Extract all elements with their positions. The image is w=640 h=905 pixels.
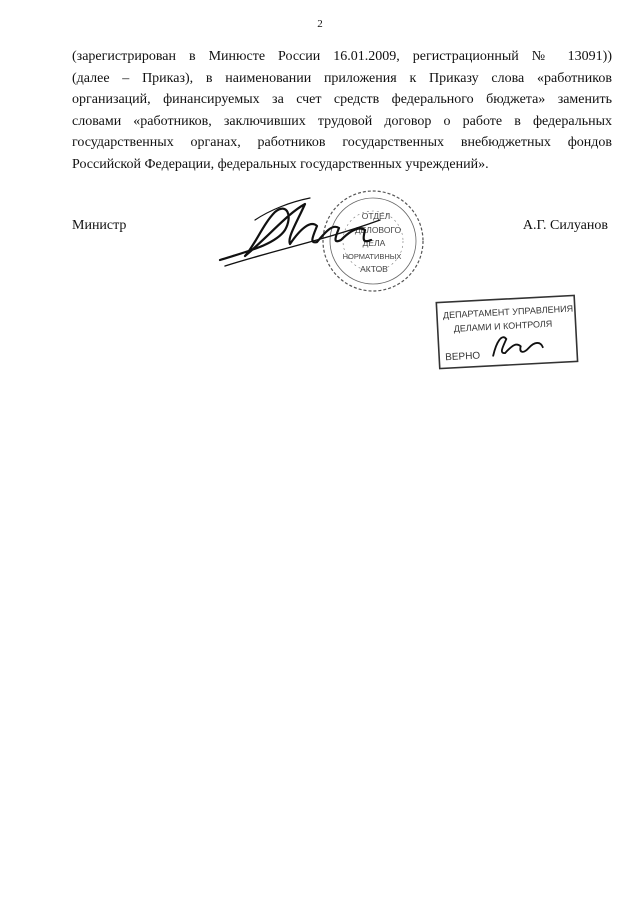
seal-line: НОРМАТИВНЫХ <box>342 252 402 261</box>
body-line: Российской Федерации, федеральных государственных учреждений». <box>72 156 489 172</box>
body-line: (зарегистрирован в Минюсте России 16.01.2009, регистрационный № 13091)) <box>72 49 612 64</box>
seal-line: ОТДЕЛ <box>361 211 391 221</box>
seal-line: АКТОВ <box>360 264 388 274</box>
signatory-name: А.Г. Силуанов <box>522 218 608 233</box>
body-line: организаций, финансируемых за счет средств федерального бюджета» заменить <box>72 92 612 107</box>
stamp-line: ДЕПАРТАМЕНТ УПРАВЛЕНИЯ <box>442 303 574 321</box>
verification-stamp-icon <box>432 293 582 373</box>
stamp-line: ДЕЛАМИ И КОНТРОЛЯ <box>453 318 553 334</box>
body-line: государственных органах, работников государственных внебюджетных фондов <box>72 135 612 150</box>
stamp-verno: ВЕРНО <box>444 350 481 364</box>
seal-line: ДЕЛА <box>362 238 386 248</box>
page-number: 2 <box>317 18 323 30</box>
handwritten-signature-icon <box>215 190 385 280</box>
seal-line: ДЕЛОВОГО <box>354 225 402 235</box>
body-line: словами «работников, заключивших трудовой договор о работе в федеральных <box>72 113 612 129</box>
body-line: (далее – Приказ), в наименовании приложения к Приказу слова «работников <box>72 70 612 86</box>
signatory-role: Министр <box>72 218 127 233</box>
body-paragraph <box>72 46 612 175</box>
